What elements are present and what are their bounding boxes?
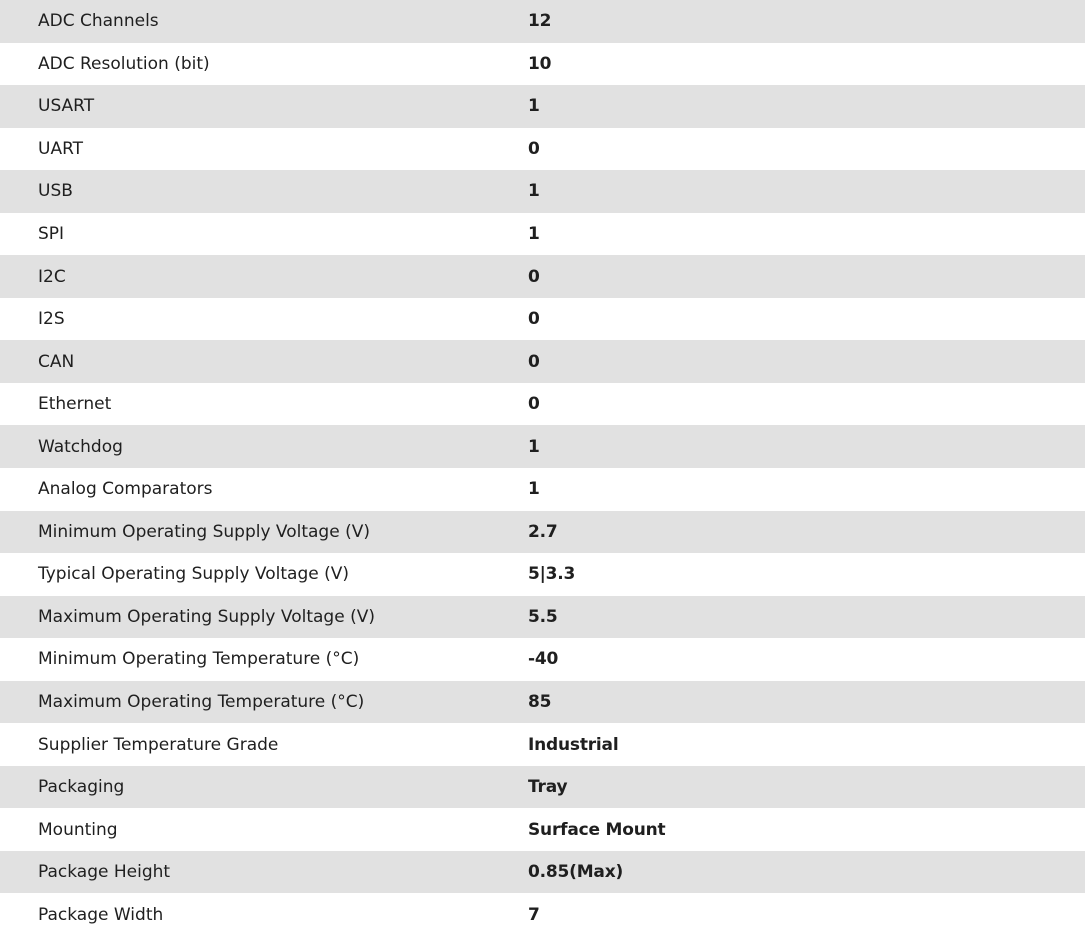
spec-value: 5|3.3: [528, 564, 576, 585]
spec-label: Supplier Temperature Grade: [38, 734, 279, 755]
spec-row-typ-supply-voltage: [0, 553, 1085, 596]
spec-label: USART: [38, 96, 95, 117]
spec-value: 7: [528, 904, 540, 925]
spec-value: 0: [528, 266, 540, 287]
spec-row-i2c: [0, 255, 1085, 298]
spec-label: Ethernet: [38, 394, 112, 415]
spec-label: Analog Comparators: [38, 479, 213, 500]
spec-row-can: [0, 340, 1085, 383]
spec-row-min-temperature: [0, 638, 1085, 681]
spec-row-max-supply-voltage: [0, 596, 1085, 639]
spec-value: 0: [528, 351, 540, 372]
spec-value: -40: [528, 649, 559, 670]
spec-value: 0.85(Max): [528, 862, 624, 883]
spec-row-package-width: [0, 893, 1085, 936]
spec-row-usb: [0, 170, 1085, 213]
spec-value: 85: [528, 692, 552, 713]
spec-row-spi: [0, 213, 1085, 256]
spec-label: Minimum Operating Temperature (°C): [38, 649, 360, 670]
spec-row-adc-resolution: [0, 43, 1085, 86]
spec-value: 0: [528, 394, 540, 415]
spec-row-adc-channels: [0, 0, 1085, 43]
spec-value: 1: [528, 224, 540, 244]
spec-value: 1: [528, 479, 540, 500]
spec-label: ADC Resolution (bit): [38, 53, 210, 74]
spec-value: 0: [528, 309, 540, 330]
spec-value: 10: [528, 53, 552, 74]
spec-label: Watchdog: [38, 436, 123, 457]
spec-label: I2C: [38, 266, 66, 287]
spec-value: 0: [528, 138, 540, 159]
spec-value: 2.7: [528, 521, 558, 542]
spec-label: Maximum Operating Temperature (°C): [38, 692, 365, 713]
spec-row-min-supply-voltage: [0, 511, 1085, 554]
spec-label: SPI: [38, 224, 65, 244]
spec-label: Minimum Operating Supply Voltage (V): [38, 521, 370, 542]
spec-label: I2S: [38, 309, 65, 330]
spec-value: 1: [528, 96, 540, 117]
spec-row-packaging: [0, 766, 1085, 809]
spec-label: USB: [38, 181, 73, 202]
spec-label: CAN: [38, 351, 75, 372]
spec-value: 12: [528, 11, 552, 32]
spec-value: Industrial: [528, 734, 619, 755]
spec-label: UART: [38, 138, 84, 159]
spec-row-mounting: [0, 808, 1085, 851]
spec-row-uart: [0, 128, 1085, 171]
spec-row-temperature-grade: [0, 723, 1085, 766]
spec-value: 5.5: [528, 606, 558, 627]
spec-value: Tray: [528, 777, 568, 798]
spec-row-max-temperature: [0, 681, 1085, 724]
spec-row-i2s: [0, 298, 1085, 341]
spec-row-usart: [0, 85, 1085, 128]
spec-label: Package Width: [38, 904, 164, 925]
spec-value: 1: [528, 436, 540, 457]
spec-label: ADC Channels: [38, 11, 159, 32]
spec-value: Surface Mount: [528, 819, 666, 840]
spec-label: Typical Operating Supply Voltage (V): [38, 564, 349, 585]
spec-value: 1: [528, 181, 540, 202]
spec-label: Mounting: [38, 819, 118, 840]
spec-row-watchdog: [0, 425, 1085, 468]
spec-label: Package Height: [38, 862, 171, 883]
spec-row-analog-comparators: [0, 468, 1085, 511]
spec-row-package-height: [0, 851, 1085, 894]
spec-label: Maximum Operating Supply Voltage (V): [38, 606, 375, 627]
spec-label: Packaging: [38, 777, 125, 798]
spec-row-ethernet: [0, 383, 1085, 426]
